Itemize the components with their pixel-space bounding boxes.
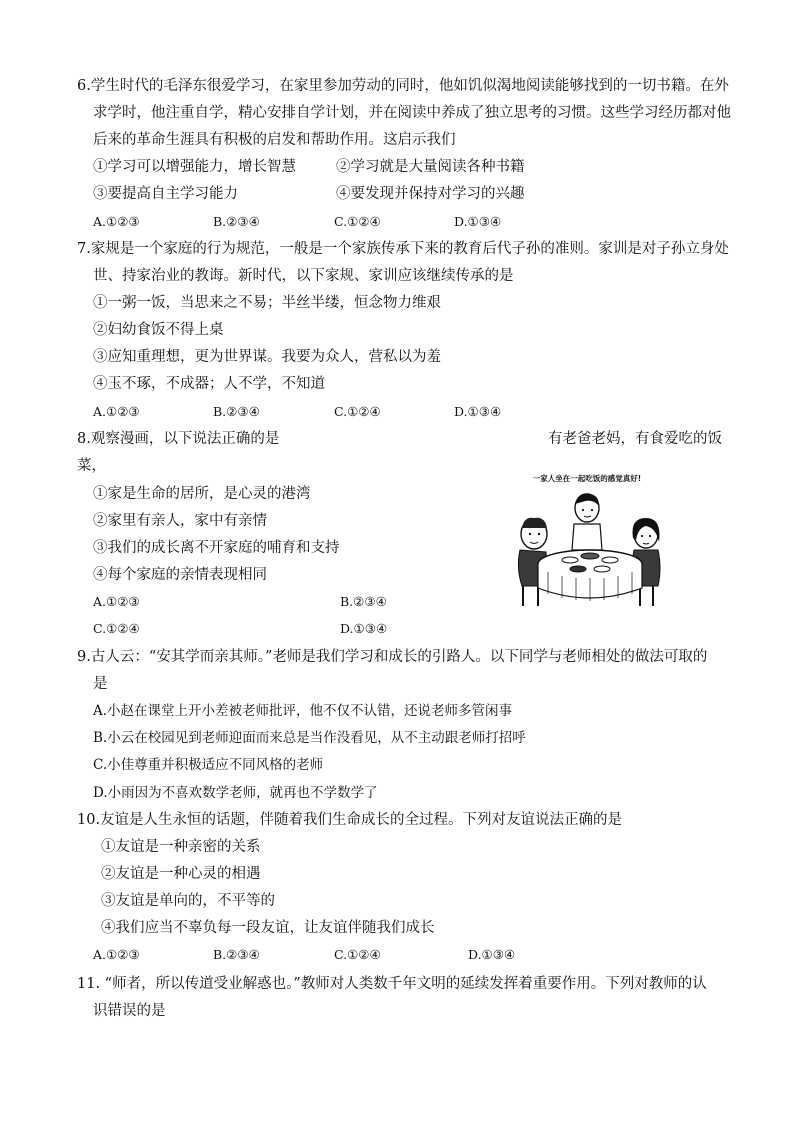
q7-option-d[interactable]: D.①③④ — [454, 404, 502, 419]
cartoon-caption: 一家人坐在一起吃饭的感觉真好! — [532, 474, 642, 483]
q10-option-c[interactable]: C.①②④ — [334, 947, 381, 962]
q8-statement-1: ①家是生命的居所，是心灵的港湾 — [93, 486, 311, 502]
child-figure — [572, 494, 602, 550]
q8-option-d[interactable]: D.①③④ — [340, 621, 388, 636]
q9-option-b[interactable]: B.小云在校园见到老师迎面而来总是当作没看见，从不主动跟老师打招呼 — [93, 730, 526, 746]
dining-table — [538, 550, 642, 601]
q9-option-d[interactable]: D.小雨因为不喜欢数学老师，就再也不学数学了 — [93, 785, 378, 801]
q8-statement-4: ④每个家庭的亲情表现相同 — [93, 567, 267, 583]
q7-option-a[interactable]: A.①②③ — [93, 404, 140, 419]
q7-option-b[interactable]: B.②③④ — [213, 404, 260, 419]
q9-stem-line2: 是 — [93, 676, 108, 692]
q6-statement-3: ③要提高自主学习能力 — [93, 186, 238, 202]
q6-option-a[interactable]: A.①②③ — [93, 214, 140, 229]
q6-statement-2: ②学习就是大量阅读各种书籍 — [336, 159, 525, 175]
q6-stem-line3: 后来的革命生涯具有积极的启发和帮助作用。这启示我们 — [93, 132, 456, 148]
q6-option-d[interactable]: D.①③④ — [454, 214, 502, 229]
q10-option-d[interactable]: D.①③④ — [468, 947, 516, 962]
family-dinner-cartoon — [512, 468, 662, 610]
q11-stem-line2: 识错误的是 — [93, 1003, 166, 1019]
q8-option-c[interactable]: C.①②④ — [93, 621, 140, 636]
q6-statement-4: ④要发现并保持对学习的兴趣 — [336, 186, 525, 202]
q8-option-b[interactable]: B.②③④ — [340, 594, 387, 609]
q9-option-a[interactable]: A.小赵在课堂上开小差被老师批评，他不仅不认错，还说老师多管闲事 — [93, 703, 513, 719]
q8-statement-3: ③我们的成长离不开家庭的哺育和支持 — [93, 540, 340, 556]
q9-option-c[interactable]: C.小佳尊重并积极适应不同风格的老师 — [93, 757, 324, 773]
q8-option-a[interactable]: A.①②③ — [93, 594, 140, 609]
q8-stem-line2: 菜， — [77, 458, 106, 474]
q6-statement-1: ①学习可以增强能力，增长智慧 — [93, 159, 296, 175]
q10-statement-1: ①友谊是一种亲密的关系 — [101, 839, 261, 855]
q8-statement-2: ②家里有亲人，家中有亲情 — [93, 513, 267, 529]
q8-stem-line1: 8.观察漫画，以下说法正确的是 — [77, 431, 280, 447]
q8-stem-line1-right: 有老爸老妈，有食爱吃的饭 — [548, 431, 722, 447]
q9-stem-line1: 9.古人云：“安其学而亲其师。”老师是我们学习和成长的引路人。以下同学与老师相处的做法可取的 — [77, 649, 708, 665]
q10-statement-4: ④我们应当不辜负每一段友谊，让友谊伴随我们成长 — [101, 920, 435, 936]
q6-option-c[interactable]: C.①②④ — [334, 214, 381, 229]
q6-option-b[interactable]: B.②③④ — [213, 214, 260, 229]
q6-stem-line2: 求学时，他注重自学，精心安排自学计划，并在阅读中养成了独立思考的习惯。这些学习经历都对他 — [93, 105, 731, 121]
q10-statement-3: ③友谊是单向的，不平等的 — [101, 893, 275, 909]
q7-statement-2: ②妇幼食饭不得上桌 — [93, 322, 224, 338]
q7-stem-line1: 7.家规是一个家庭的行为规范，一般是一个家族传承下来的教育后代子孙的准则。家训是对子孙立身处 — [77, 241, 729, 257]
q7-statement-1: ①一粥一饭，当思来之不易；半丝半缕，恒念物力维艰 — [93, 295, 441, 311]
q10-stem-line1: 10.友谊是人生永恒的话题，伴随着我们生命成长的全过程。下列对友谊说法正确的是 — [77, 812, 623, 828]
q10-option-a[interactable]: A.①②③ — [93, 947, 140, 962]
q10-option-b[interactable]: B.②③④ — [213, 947, 260, 962]
q10-statement-2: ②友谊是一种心灵的相遇 — [101, 866, 261, 882]
q7-option-c[interactable]: C.①②④ — [334, 404, 381, 419]
q7-stem-line2: 世、持家治业的教诲。新时代，以下家规、家训应该继续传承的是 — [93, 268, 514, 284]
q7-statement-3: ③应知重理想，更为世界谋。我要为众人，营私以为羞 — [93, 349, 441, 365]
q7-statement-4: ④玉不琢，不成器；人不学，不知道 — [93, 376, 325, 392]
q11-stem-line1: 11. “师者，所以传道受业解惑也。”教师对人类数千年文明的延续发挥着重要作用。下列对教师的认 — [77, 976, 707, 992]
q6-stem-line1: 6.学生时代的毛泽东很爱学习，在家里参加劳动的同时，他如饥似渴地阅读能够找到的一切书籍。在外 — [77, 78, 729, 94]
